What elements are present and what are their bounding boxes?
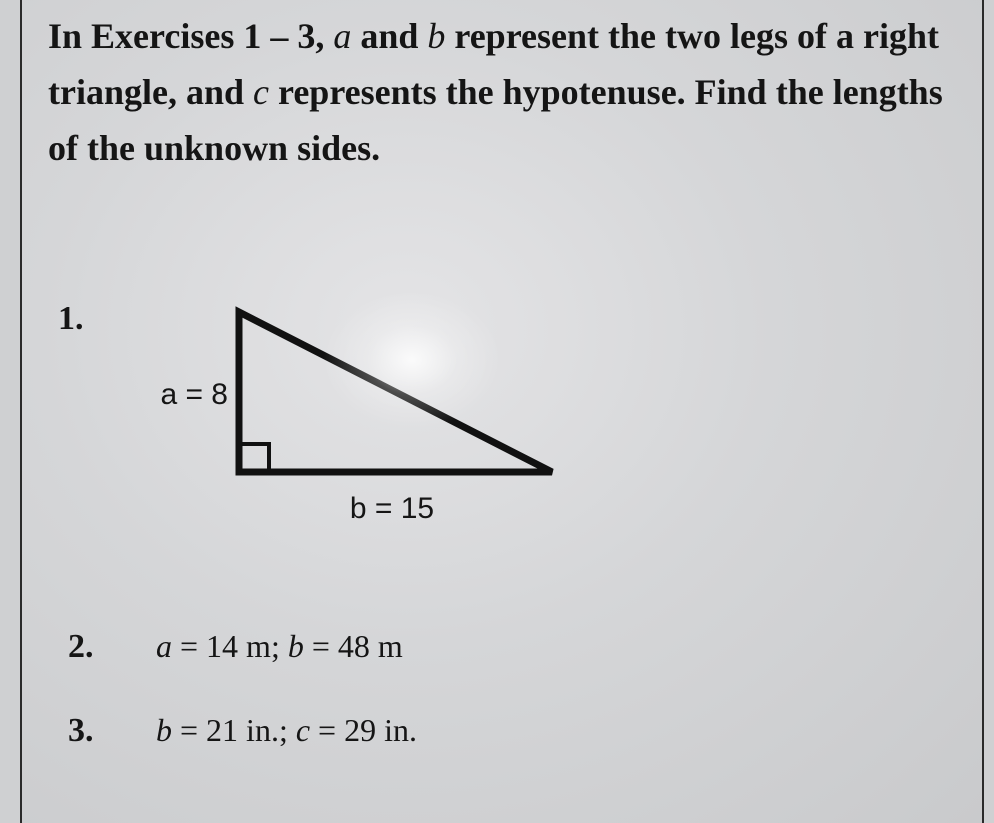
right-angle-marker — [239, 444, 269, 472]
instructions-part: In Exercises 1 – 3, — [48, 16, 334, 56]
triangle-shape — [239, 312, 552, 472]
variable: c — [295, 712, 311, 748]
expression-part: = 29 in. — [310, 712, 417, 748]
expression-part: = 21 in.; — [172, 712, 296, 748]
exercise-2-expression — [156, 628, 403, 665]
leg-b-label: b = 15 — [349, 492, 435, 525]
variable: a — [156, 628, 172, 664]
variable-c: c — [253, 72, 269, 112]
worksheet-page — [20, 0, 984, 823]
leg-a-label: a = 8 — [160, 378, 228, 411]
instructions-part: represent the two legs of a right triangle, and — [48, 16, 939, 112]
exercise-1-number: 1. — [58, 300, 84, 337]
exercise-3-number: 3. — [68, 712, 94, 749]
variable: b — [156, 712, 172, 748]
exercise-2-number: 2. — [68, 628, 94, 665]
exercise-3-expression — [156, 712, 417, 749]
variable: b — [287, 628, 304, 664]
variable-b: b — [427, 16, 446, 56]
instructions-part: represents the hypotenuse. Find the lengths of the unknown sides. — [48, 72, 943, 168]
expression-part: = 14 m; — [172, 628, 288, 664]
instructions-part: and — [351, 16, 428, 56]
expression-part: = 48 m — [303, 628, 403, 664]
right-triangle-figure — [22, 0, 982, 823]
variable-a: a — [333, 16, 352, 56]
